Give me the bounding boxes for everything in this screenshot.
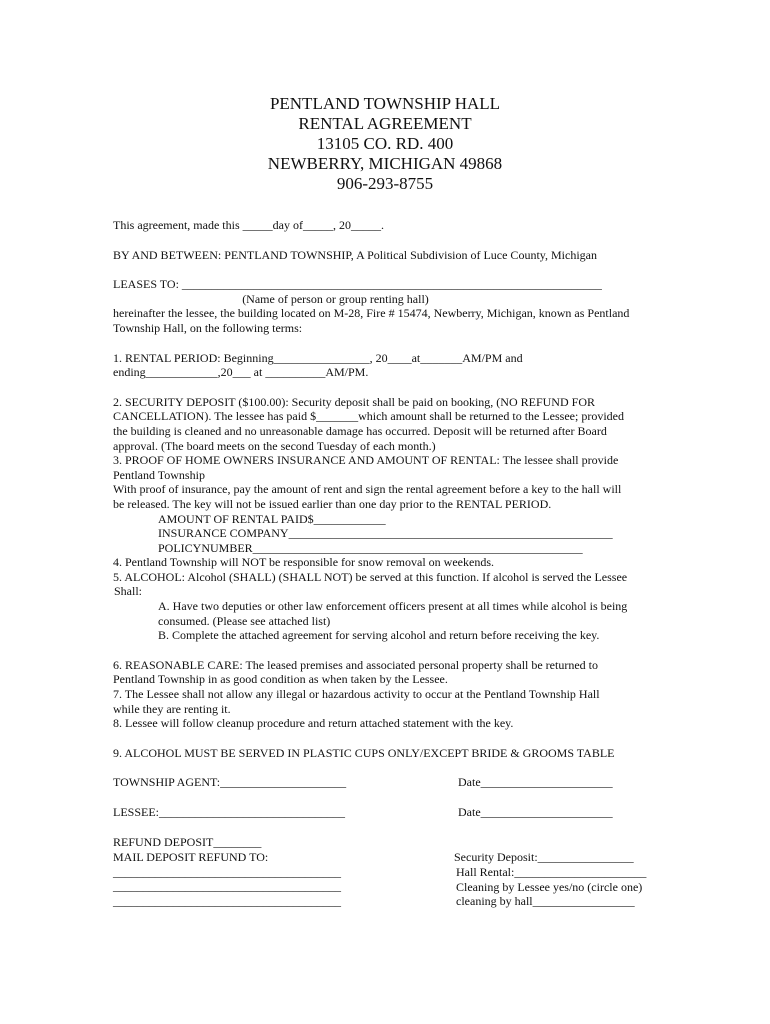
cleaning-by-lessee-field: Cleaning by Lessee yes/no (circle one) bbox=[456, 879, 643, 894]
insurance-line-1: 3. PROOF OF HOME OWNERS INSURANCE AND AMOUNT OF RENTAL: The lessee shall provide bbox=[113, 453, 619, 468]
hereinafter-line-1: hereinafter the lessee, the building located on M-28, Fire # 15474, Newberry, Michigan, known as Pentland bbox=[113, 306, 630, 321]
alcohol-item-a-line-2: consumed. (Please see attached list) bbox=[158, 613, 331, 628]
refund-left-column bbox=[113, 835, 341, 908]
cleaning-by-hall-field: cleaning by hall_________________ bbox=[456, 894, 635, 909]
township-agent-signature: TOWNSHIP AGENT:_____________________ bbox=[113, 775, 347, 790]
security-deposit-line-2: CANCELLATION). The lessee has paid $_______which amount shall be returned to the Lessee; provided bbox=[113, 409, 624, 424]
refund-section bbox=[113, 835, 658, 910]
header-address: 13105 CO. RD. 400 bbox=[316, 134, 454, 153]
care-line-2: Pentland Township in as good condition as when taken by the Lessee. bbox=[113, 672, 448, 687]
hereinafter-line-2: Township Hall, on the following terms: bbox=[113, 320, 303, 335]
care-line-3: 7. The Lessee shall not allow any illegal or hazardous activity to occur at the Pentland Township Hall bbox=[113, 687, 600, 702]
care-line-4: while they are renting it. bbox=[113, 701, 231, 716]
header-subtitle: RENTAL AGREEMENT bbox=[298, 114, 472, 133]
lessee-signature: LESSEE:_______________________________ bbox=[113, 805, 346, 820]
mail-refund-label: MAIL DEPOSIT REFUND TO: bbox=[113, 850, 269, 864]
name-caption: (Name of person or group renting hall) bbox=[242, 291, 429, 306]
alcohol-line-1: 5. ALCOHOL: Alcohol (SHALL) (SHALL NOT) be served at this function. If alcohol is served the Lessee bbox=[113, 569, 628, 584]
township-agent-row bbox=[113, 775, 658, 790]
security-deposit-field: Security Deposit:________________ bbox=[454, 850, 634, 865]
header-phone: 906-293-8755 bbox=[336, 174, 434, 193]
security-deposit-line-4: approval. (The board meets on the second Tuesday of each month.) bbox=[113, 438, 436, 453]
snow-removal-line: 4. Pentland Township will NOT be responsible for snow removal on weekends. bbox=[113, 555, 494, 570]
document-body bbox=[113, 218, 658, 910]
header-city: NEWBERRY, MICHIGAN 49868 bbox=[267, 154, 503, 173]
care-line-5: 8. Lessee will follow cleanup procedure and return attached statement with the key. bbox=[113, 716, 514, 731]
insurance-company-field: INSURANCE COMPANY______________________________________________________ bbox=[158, 526, 613, 541]
rental-period-line-2: ending____________,20___ at __________AM/PM. bbox=[113, 365, 369, 380]
leases-to-line: LEASES TO: ______________________________________________________________________ bbox=[113, 277, 602, 292]
mail-address-line-1: ______________________________________ bbox=[113, 864, 341, 879]
alcohol-line-2: Shall: bbox=[114, 584, 143, 599]
insurance-line-2: Pentland Township bbox=[113, 467, 205, 482]
plastic-cups-line: 9. ALCOHOL MUST BE SERVED IN PLASTIC CUPS ONLY/EXCEPT BRIDE & GROOMS TABLE bbox=[113, 745, 615, 760]
mail-address-line-2: ______________________________________ bbox=[113, 879, 341, 894]
care-line-1: 6. REASONABLE CARE: The leased premises and associated personal property shall be returned to bbox=[113, 657, 598, 672]
security-deposit-line-1: 2. SECURITY DEPOSIT ($100.00): Security deposit shall be paid on booking, (NO REFUND FOR bbox=[113, 394, 595, 409]
insurance-line-3: With proof of insurance, pay the amount of rent and sign the rental agreement before a key to the hall will bbox=[113, 482, 622, 497]
township-agent-date: Date______________________ bbox=[458, 775, 613, 790]
policy-number-field: POLICYNUMBER_______________________________________________________ bbox=[158, 540, 583, 555]
rental-period-line-1: 1. RENTAL PERIOD: Beginning________________, 20____at_______AM/PM and bbox=[113, 350, 523, 365]
refund-deposit-field: REFUND DEPOSIT________ bbox=[113, 835, 262, 850]
amount-of-rental-field: AMOUNT OF RENTAL PAID$____________ bbox=[158, 511, 386, 526]
security-deposit-line-3: the building is cleaned and no unreasonable damage has occurred. Deposit will be returned after Board bbox=[113, 423, 607, 438]
lessee-row bbox=[113, 805, 658, 820]
alcohol-item-b: B. Complete the attached agreement for serving alcohol and return before receiving the key. bbox=[158, 628, 600, 643]
mail-address-line-3: ______________________________________ bbox=[113, 893, 341, 908]
header-title: PENTLAND TOWNSHIP HALL bbox=[269, 94, 501, 113]
hall-rental-field: Hall Rental:______________________ bbox=[456, 865, 647, 879]
between-line: BY AND BETWEEN: PENTLAND TOWNSHIP, A Political Subdivision of Luce County, Michigan bbox=[113, 247, 597, 262]
lessee-date: Date______________________ bbox=[458, 805, 613, 820]
insurance-line-4: be released. The key will not be issued earlier than one day prior to the RENTAL PERIOD. bbox=[113, 496, 552, 511]
agreement-date-line: This agreement, made this _____day of_____, 20_____. bbox=[113, 218, 384, 232]
office-use-column bbox=[454, 850, 646, 908]
alcohol-item-a-line-1: A. Have two deputies or other law enforcement officers present at all times while alcohol is being bbox=[158, 599, 628, 614]
document-header bbox=[0, 94, 770, 194]
